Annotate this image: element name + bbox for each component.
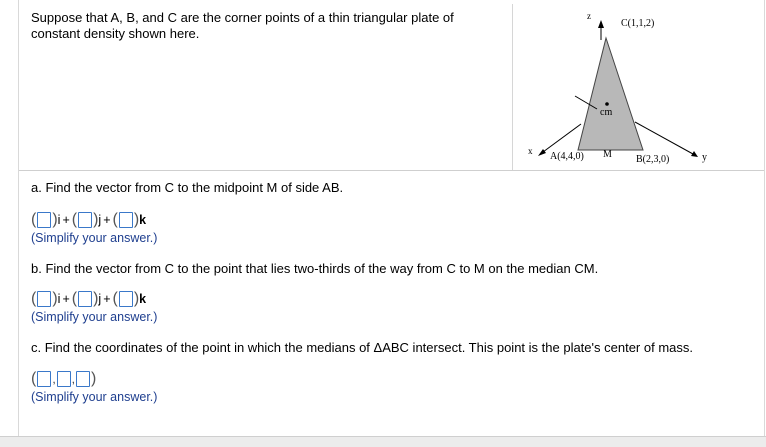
x-axis [543,124,581,152]
left-border [18,0,19,436]
part-c-x-input[interactable] [37,371,51,387]
right-border [764,0,765,436]
part-a-answer-row [31,211,146,229]
center-of-mass-dot [605,102,609,106]
part-a-question: a. Find the vector from C to the midpoint M of side AB. [31,180,344,195]
problem-statement: Suppose that A, B, and C are the corner points of a thin triangular plate of constant density shown here. [31,10,454,41]
paren-close: ) [91,370,97,387]
part-b-k-input[interactable] [119,291,133,307]
part-a-hint: (Simplify your answer.) [31,231,158,245]
plus-sign: + [62,292,70,306]
paren-open: ( [112,290,118,307]
paren-open: ( [71,290,78,307]
x-axis-arrow [538,149,546,156]
part-a-i-input[interactable] [37,212,51,228]
figure-separator [512,4,513,170]
comma-separator: , [71,372,76,386]
part-a-j-input[interactable] [78,212,92,228]
plus-sign: + [103,213,111,227]
point-c-label: C(1,1,2) [621,18,655,29]
point-b-label: B(2,3,0) [636,154,670,165]
paren-close: ) [52,211,58,228]
y-axis [635,122,693,154]
point-a-label: A(4,4,0) [550,151,584,162]
paren-close: ) [93,290,99,307]
paren-close: ) [133,290,140,307]
paren-close: ) [93,211,99,228]
x-axis-label: x [528,146,533,156]
part-c-hint: (Simplify your answer.) [31,390,158,404]
triangle-plate-figure [515,4,760,170]
paren-close: ) [52,290,58,307]
z-axis-arrow [598,20,604,28]
plus-sign: + [103,292,111,306]
part-c-y-input[interactable] [57,371,71,387]
unit-j: j [98,292,102,306]
paren-open: ( [31,290,37,307]
unit-j: j [98,213,102,227]
section-divider [19,170,764,171]
part-b-j-input[interactable] [78,291,92,307]
part-c-z-input[interactable] [76,371,90,387]
unit-i: i [57,292,61,306]
paren-close: ) [133,211,140,228]
paren-open: ( [112,211,118,228]
z-axis-label: z [587,11,591,21]
unit-i: i [57,213,61,227]
cm-label: cm [600,107,613,118]
part-b-hint: (Simplify your answer.) [31,310,158,324]
part-a-k-input[interactable] [119,212,133,228]
part-b-question: b. Find the vector from C to the point that lies two-thirds of the way from C to M on the median CM. [31,261,599,276]
part-c-question: c. Find the coordinates of the point in which the medians of ΔABC intersect. This point is the plate's center of mass. [31,340,693,355]
point-m-label: M [603,149,612,160]
comma-separator: , [52,372,56,386]
triangle-plate [578,38,643,150]
y-axis-label: y [702,152,707,163]
paren-open: ( [31,370,37,387]
paren-open: ( [71,211,78,228]
paren-open: ( [31,211,37,228]
plus-sign: + [62,213,70,227]
part-b-answer-row [31,290,146,308]
unit-k: k [139,292,147,306]
part-b-i-input[interactable] [37,291,51,307]
bottom-bar [0,436,766,447]
unit-k: k [139,213,147,227]
part-c-answer-row [31,370,96,388]
